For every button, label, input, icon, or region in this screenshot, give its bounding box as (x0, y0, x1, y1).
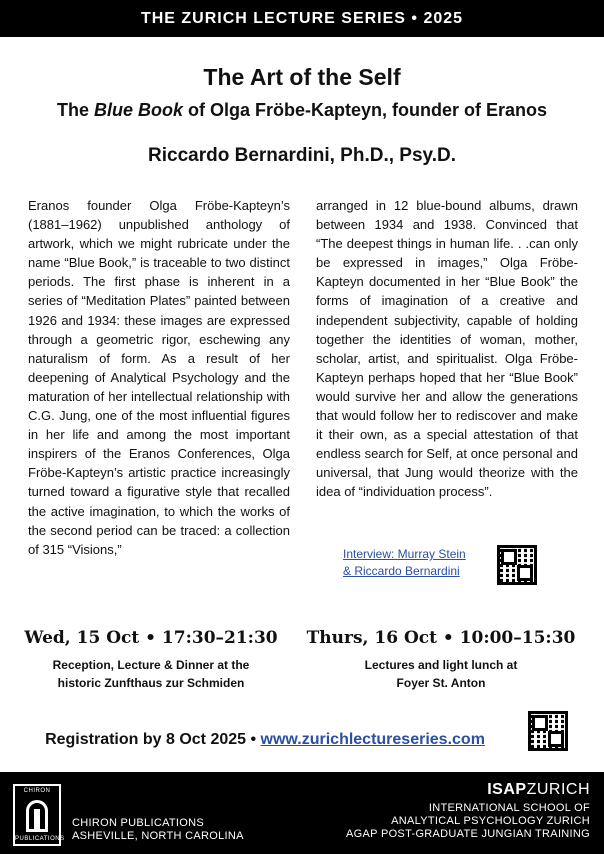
speaker-name: Riccardo Bernardini, Ph.D., Psy.D. (148, 145, 456, 166)
isap-line-2: ANALYTICAL PSYCHOLOGY ZURICH (391, 815, 590, 827)
event-day-1-line2: historic Zunfthaus zur Schmiden (57, 676, 245, 690)
registration-text: Registration by 8 Oct 2025 • (45, 731, 261, 748)
event-day-2 (290, 628, 592, 692)
footer-bar (0, 772, 604, 854)
event-day-1-line1: Reception, Lecture & Dinner at the (52, 658, 250, 672)
series-banner (0, 0, 604, 37)
publisher-info (72, 817, 244, 843)
event-day-1 (0, 628, 302, 692)
event-day-1-heading: Wed, 15 Oct • 17:30–21:30 (24, 628, 278, 648)
qr-code-icon (497, 545, 537, 585)
logo-mark (26, 800, 48, 832)
interview-link[interactable] (343, 546, 483, 580)
registration-line (0, 731, 530, 749)
subtitle-suffix: of Olga Fröbe-Kapteyn, founder of Eranos (183, 100, 548, 120)
qr-code-icon (528, 711, 568, 751)
isap-brand-bold: ISAP (487, 781, 527, 798)
logo-bottom-text: PUBLICATIONS (15, 836, 65, 842)
page-subtitle (0, 100, 604, 121)
interview-link-line2[interactable]: & Riccardo Bernardini (343, 564, 460, 578)
logo-top-text: CHIRON (23, 788, 51, 794)
website-link[interactable]: www.zurichlectureseries.com (260, 731, 485, 748)
body-column-right: arranged in 12 blue-bound albums, drawn between 1934 and 1938. Convinced that “The deepest things in human life. . .can only be expressed in images,” Olga Fröbe-Kapteyn documented in her “Blue Book” the forms of imagination of a creative and independent subjectivity, capable of holding together the identities of woman, mother, scholar, artist, and spiritualist. Olga Fröbe-Kapteyn perhaps hoped that her “Blue Book” would survive her and allow the generations that would follow her to rediscover and make it their own, as a special attestation of that endless search for Self, at once personal and universal, that Jung would theorize with the idea of “individuation process”. (316, 198, 578, 500)
page-title: The Art of the Self (203, 64, 401, 90)
subtitle-italic: Blue Book (93, 100, 183, 120)
event-day-2-line1: Lectures and light lunch at (364, 658, 518, 672)
isap-line-3: AGAP POST-GRADUATE JUNGIAN TRAINING (346, 828, 590, 840)
series-title: THE ZURICH LECTURE SERIES • 2025 (140, 10, 464, 27)
isap-info (346, 778, 590, 841)
publisher-location: ASHEVILLE, NORTH CAROLINA (72, 830, 244, 842)
isap-brand (346, 778, 590, 802)
interview-link-line1[interactable]: Interview: Murray Stein (343, 547, 466, 561)
body-column-left: Eranos founder Olga Fröbe-Kapteyn’s (1881–1962) unpublished anthology of artwork, which we might rubricate under the name “Blue Book,” is traceable to two distinct periods. The first phase is inherent in a series of “Meditation Plates” painted between 1926 and 1934: these images are expressed through a geometric rigor, eschewing any naturalism of form. As a result of her deepening of Analytical Psychology and the maturation of her intellectual relationship with C.G. Jung, one of the most influential figures in her life and among the most important inspirers of the Eranos Conferences, Olga Fröbe-Kapteyn’s artistic practice increasingly turned toward a figurative style that recalled the active imagination, to which the works of the second period can be traced: a collection of 315 “Visions,” (28, 198, 290, 557)
publisher-name: CHIRON PUBLICATIONS (72, 817, 205, 829)
isap-line-1: INTERNATIONAL SCHOOL OF (428, 802, 590, 814)
event-day-2-heading: Thurs, 16 Oct • 10:00–15:30 (306, 628, 576, 648)
subtitle-prefix: The (56, 100, 94, 120)
chiron-logo-icon (13, 784, 65, 846)
isap-brand-rest: ZURICH (526, 781, 590, 798)
event-day-2-line2: Foyer St. Anton (396, 676, 486, 690)
